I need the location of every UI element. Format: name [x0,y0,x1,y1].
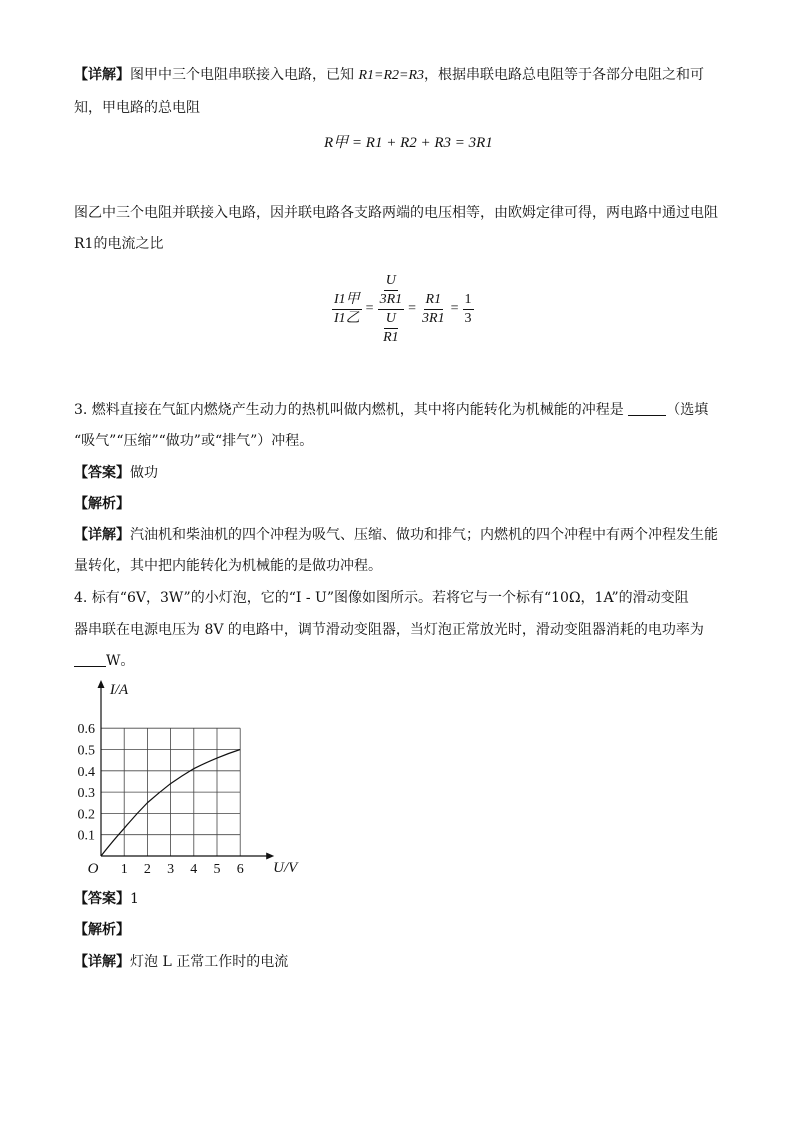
x-axis-arrow [266,853,274,860]
q3-detail-line2: 量转化，其中把内能转化为机械能的是做功冲程。 [74,558,382,574]
result-fraction [463,291,474,328]
detail-label: 【详解】 [74,954,130,970]
formula-total-resistance: R甲 = R1 + R2 + R3 = 3R1 [324,135,493,151]
q3-answer-value: 做功 [130,465,158,481]
lhs-denominator: I1乙 [334,310,360,326]
result-numerator: 1 [463,291,474,310]
ratio-numerator: R1 [424,291,444,310]
mid-bottom-fraction [381,310,401,347]
q3-answer-blank [628,401,666,416]
formula-current-ratio: $\frac{\text{I1甲}}{\text{I1乙}}$ = $\frac{\frac{U}{3R1}}{\frac{U}{R1}}$ = $\frac{R1}{3R1}$ = $\frac{1}{3}$ [334,272,472,345]
x-tick-label: 4 [190,862,198,877]
ratio-denominator: 3R1 [422,310,445,326]
q3-analysis-label: 【解析】 [74,496,130,512]
mid-bottom-denominator: R1 [383,329,399,345]
y-tick-label: 0.3 [77,786,95,802]
x-tick-label: 1 [120,862,128,877]
lhs-numerator: I1甲 [332,291,362,310]
y-tick-label: 0.1 [77,828,95,844]
lhs-fraction [332,291,362,328]
detail-paragraph-1 [74,65,704,86]
p2-line1: 图乙中三个电阻并联接入电路，因并联电路各支路两端的电压相等，由欧姆定律可得，两电路中通过电阻 [74,205,718,221]
q3-detail-line1 [74,525,718,545]
mid-top-numerator: U [384,272,398,291]
origin-label: O [87,861,99,877]
mid-top-fraction [378,272,405,309]
x-tick-label: 6 [236,862,244,877]
i-u-chart [70,676,310,880]
q4-answer [74,889,139,909]
x-tick-label: 2 [143,862,151,877]
mid-bottom-numerator: U [384,310,398,329]
q3-detail-text: 汽油机和柴油机的四个冲程为吸气、压缩、做功和排气；内燃机的四个冲程中有两个冲程发生能 [130,527,718,543]
q4-stem-line1: 4. 标有“6V，3W”的小灯泡，它的“I - U”图像如图所示。若将它与一个标有“10Ω，1A”的滑动变阻 [74,590,689,606]
x-axis-label: U/V [273,860,298,876]
detail-label: 【详解】 [74,527,130,543]
result-denominator: 3 [464,310,472,326]
ratio-fraction [420,291,447,328]
x-tick-label: 3 [167,862,175,877]
detail-label: 【详解】 [74,67,130,83]
q4-stem-line2: 器串联在电源电压为 8V 的电路中，调节滑动变阻器，当灯泡正常放光时，滑动变阻器消耗的电功率为 [74,622,704,638]
q4-detail [74,952,288,972]
p1-text-a: 图甲中三个电阻串联接入电路，已知 [130,67,359,83]
q3-text-a: 3. 燃料直接在气缸内燃烧产生动力的热机叫做内燃机，其中将内能转化为机械能的冲程是 [74,402,629,418]
q4-unit: W。 [106,653,135,669]
q4-stem-line3 [74,651,134,671]
q3-stem-line1 [74,400,708,420]
mid-top-denominator: 3R1 [379,291,403,307]
q3-text-b: （选填 [666,402,709,418]
p1-text-b: ，根据串联电路总电阻等于各部分电阻之和可 [424,67,705,83]
y-tick-label: 0.4 [77,764,95,780]
q4-analysis-label: 【解析】 [74,922,130,938]
y-tick-label: 0.5 [77,743,95,759]
q3-answer [74,463,158,483]
q3-stem-line2: “吸气”“压缩”“做功”或“排气”）冲程。 [74,433,314,449]
y-axis-label: I/A [109,682,129,698]
answer-label: 【答案】 [74,465,130,481]
p2-line2: R1的电流之比 [74,236,164,252]
p1-condition: R1=R2=R3 [358,68,425,83]
q4-answer-value: 1 [130,891,139,907]
p1-line2: 知，甲电路的总电阻 [74,100,200,116]
answer-label: 【答案】 [74,891,130,907]
q4-answer-blank [74,652,106,667]
y-tick-label: 0.2 [77,807,95,823]
middle-compound-fraction [378,272,405,347]
y-axis-arrow [98,680,105,688]
q4-detail-text: 灯泡 L 正常工作时的电流 [130,954,289,970]
x-tick-label: 5 [213,862,221,877]
y-tick-label: 0.6 [77,722,95,738]
